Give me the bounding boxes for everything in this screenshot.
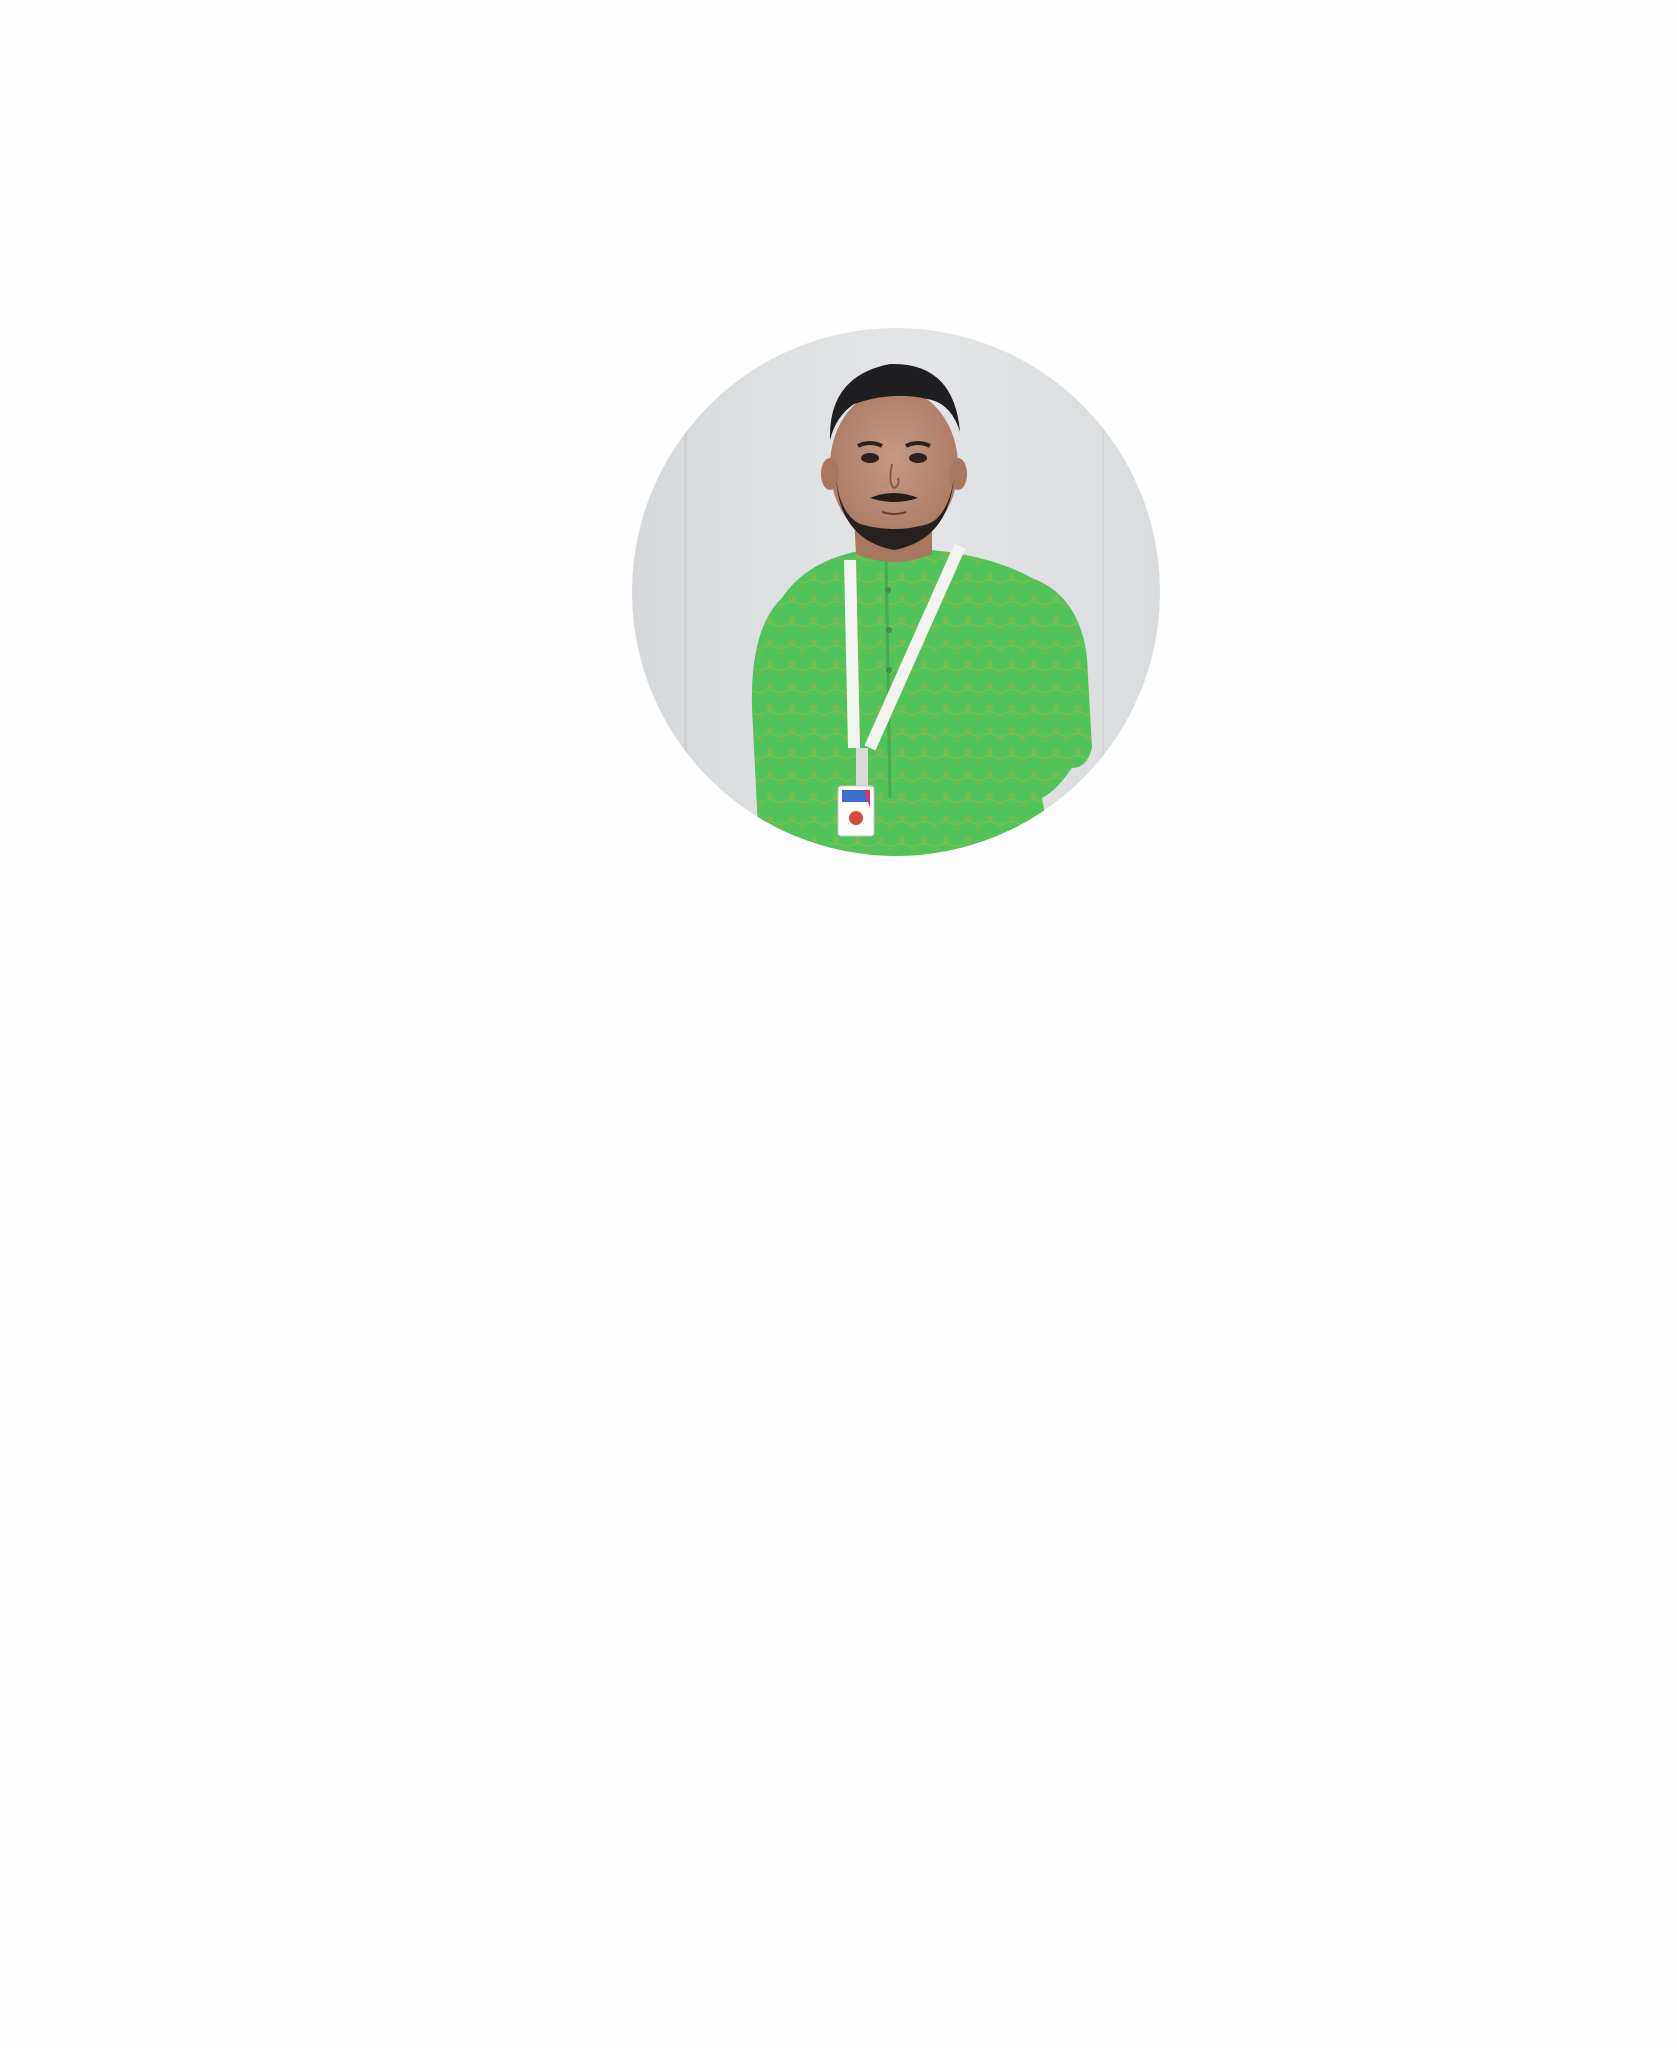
person-photo-icon [632, 328, 1160, 856]
avatar [632, 328, 1160, 856]
